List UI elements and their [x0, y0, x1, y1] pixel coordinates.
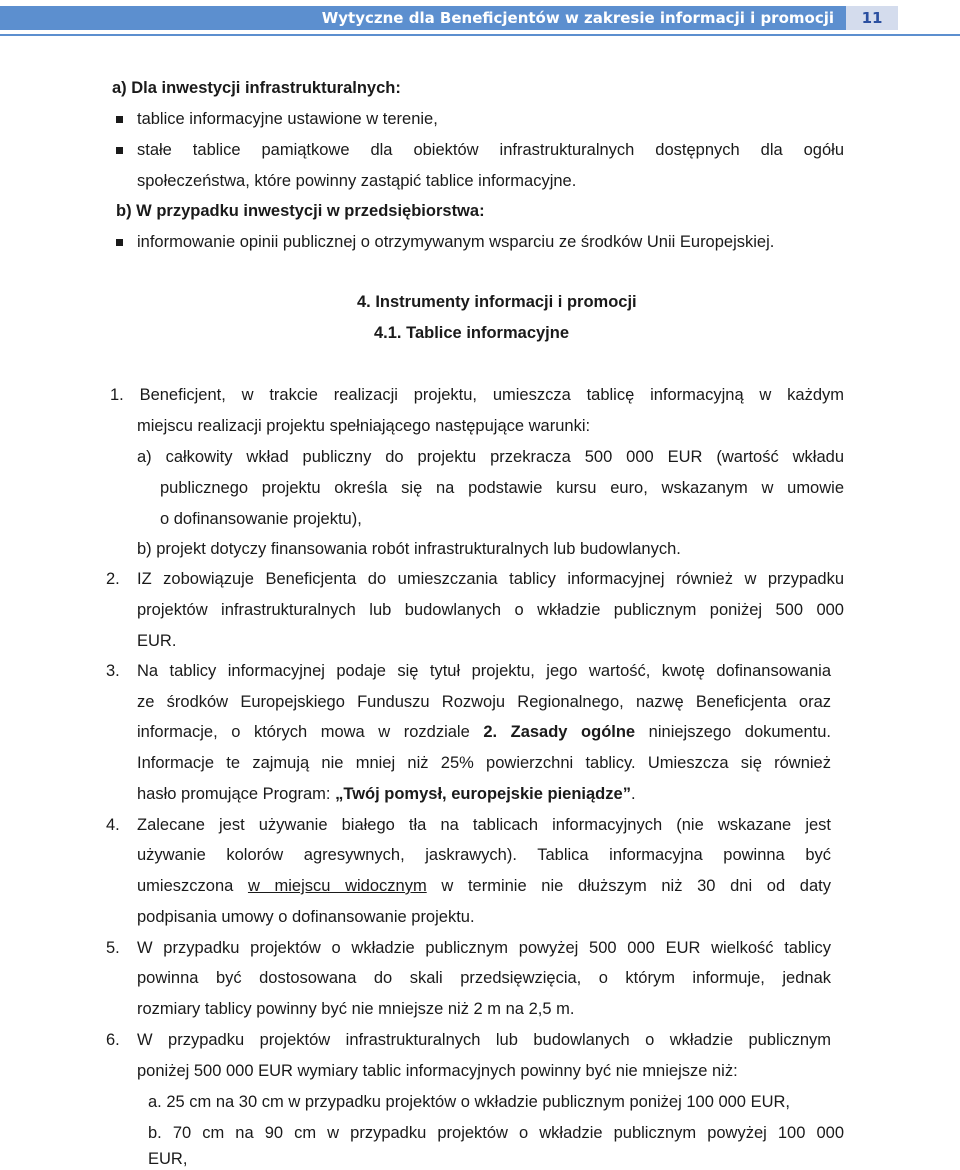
item-2-line-3: EUR.	[137, 632, 177, 650]
item-3-line-3	[137, 721, 831, 743]
item-5-line-2: powinna być dostosowana do skali przedsięwzięcia, o którym informuje, jednak	[137, 969, 831, 987]
item-6b-line-2: EUR,	[148, 1150, 188, 1168]
bullet-icon	[116, 147, 123, 154]
item-3-line-5-text-a: hasło promujące Program:	[137, 785, 336, 803]
item-6-line-1: W przypadku projektów infrastrukturalnych lub budowlanych o wkładzie publicznym	[137, 1031, 831, 1049]
bullet-icon	[116, 239, 123, 246]
heading-4-1: 4.1. Tablice informacyjne	[374, 324, 570, 342]
item-3-line-5-text-c: .	[630, 785, 636, 803]
page-header	[0, 0, 960, 38]
item-3-line-3-text-c: niniejszego dokumentu.	[635, 723, 832, 741]
item-1-line-2: miejscu realizacji projektu spełniającego następujące warunki:	[137, 417, 591, 435]
item-4-line-3	[137, 875, 831, 897]
header-rule	[0, 34, 960, 36]
item-2-line-1: IZ zobowiązuje Beneficjenta do umieszczania tablicy informacyjnej również w przypadku	[137, 570, 844, 588]
item-4-line-3-text-a: umieszczona	[137, 877, 248, 895]
item-2-number: 2.	[106, 570, 120, 588]
header-title: Wytyczne dla Beneficjentów w zakresie informacji i promocji	[0, 6, 846, 30]
item-6a: a. 25 cm na 30 cm w przypadku projektów o wkładzie publicznym poniżej 100 000 EUR,	[148, 1093, 790, 1111]
item-4-line-3-text-c: w terminie nie dłuższym niż 30 dni od daty	[426, 877, 831, 895]
item-3-line-5	[137, 783, 636, 805]
item-3-line-4: Informacje te zajmują nie mniej niż 25% powierzchni tablicy. Umieszcza się również	[137, 754, 831, 772]
item-3-line-1: Na tablicy informacyjnej podaje się tytuł projektu, jego wartość, kwotę dofinansowania	[137, 662, 831, 680]
item-4-line-1: Zalecane jest używanie białego tła na tablicach informacyjnych (nie wskazane jest	[137, 816, 831, 834]
item-6-number: 6.	[106, 1031, 120, 1049]
item-6-line-2: poniżej 500 000 EUR wymiary tablic informacyjnych powinny być nie mniejsze niż:	[137, 1062, 738, 1080]
page-number: 11	[846, 6, 898, 30]
section-a-heading: a) Dla inwestycji infrastrukturalnych:	[112, 79, 401, 97]
item-2-line-2: projektów infrastrukturalnych lub budowlanych o wkładzie publicznym poniżej 500 000	[137, 601, 844, 619]
program-slogan: „Twój pomysł, europejskie pieniądze”	[335, 785, 631, 803]
item-5-line-3: rozmiary tablicy powinny być nie mniejsze niż 2 m na 2,5 m.	[137, 1000, 575, 1018]
item-1a-line-3: o dofinansowanie projektu),	[160, 510, 362, 528]
item-1-line-1: 1. Beneficjent, w trakcie realizacji projektu, umieszcza tablicę informacyjną w każdym	[110, 386, 844, 404]
section-a-bullet-2-line-2: społeczeństwa, które powinny zastąpić tablice informacyjne.	[137, 172, 577, 190]
item-3-line-3-text-a: informacje, o których mowa w rozdziale	[137, 723, 484, 741]
item-1a-line-2: publicznego projektu określa się na podstawie kursu euro, wskazanym w umowie	[160, 479, 844, 497]
section-a-bullet-1: tablice informacyjne ustawione w terenie,	[137, 110, 438, 128]
item-4-line-2: używanie kolorów agresywnych, jaskrawych). Tablica informacyjna powinna być	[137, 846, 831, 864]
heading-4: 4. Instrumenty informacji i promocji	[357, 293, 637, 311]
item-3-line-2: ze środków Europejskiego Funduszu Rozwoju Regionalnego, nazwę Beneficjenta oraz	[137, 693, 831, 711]
section-a-bullet-2-line-1: stałe tablice pamiątkowe dla obiektów infrastrukturalnych dostępnych dla ogółu	[137, 141, 844, 159]
item-5-line-1: W przypadku projektów o wkładzie publicznym powyżej 500 000 EUR wielkość tablicy	[137, 939, 831, 957]
item-5-number: 5.	[106, 939, 120, 957]
bullet-icon	[116, 116, 123, 123]
section-b-bullet-1: informowanie opinii publicznej o otrzymywanym wsparciu ze środków Unii Europejskiej.	[137, 233, 775, 251]
section-b-heading: b) W przypadku inwestycji w przedsiębiorstwa:	[116, 202, 485, 220]
item-6b-line-1: b. 70 cm na 90 cm w przypadku projektów o wkładzie publicznym powyżej 100 000	[148, 1124, 844, 1142]
item-4-line-4: podpisania umowy o dofinansowanie projektu.	[137, 908, 475, 926]
item-1a-line-1: a) całkowity wkład publiczny do projektu przekracza 500 000 EUR (wartość wkładu	[137, 448, 844, 466]
chapter-reference: 2. Zasady ogólne	[483, 723, 636, 741]
item-3-number: 3.	[106, 662, 120, 680]
item-1b: b) projekt dotyczy finansowania robót infrastrukturalnych lub budowlanych.	[137, 540, 681, 558]
visible-place-phrase: w miejscu widocznym	[247, 877, 427, 895]
item-4-number: 4.	[106, 816, 120, 834]
